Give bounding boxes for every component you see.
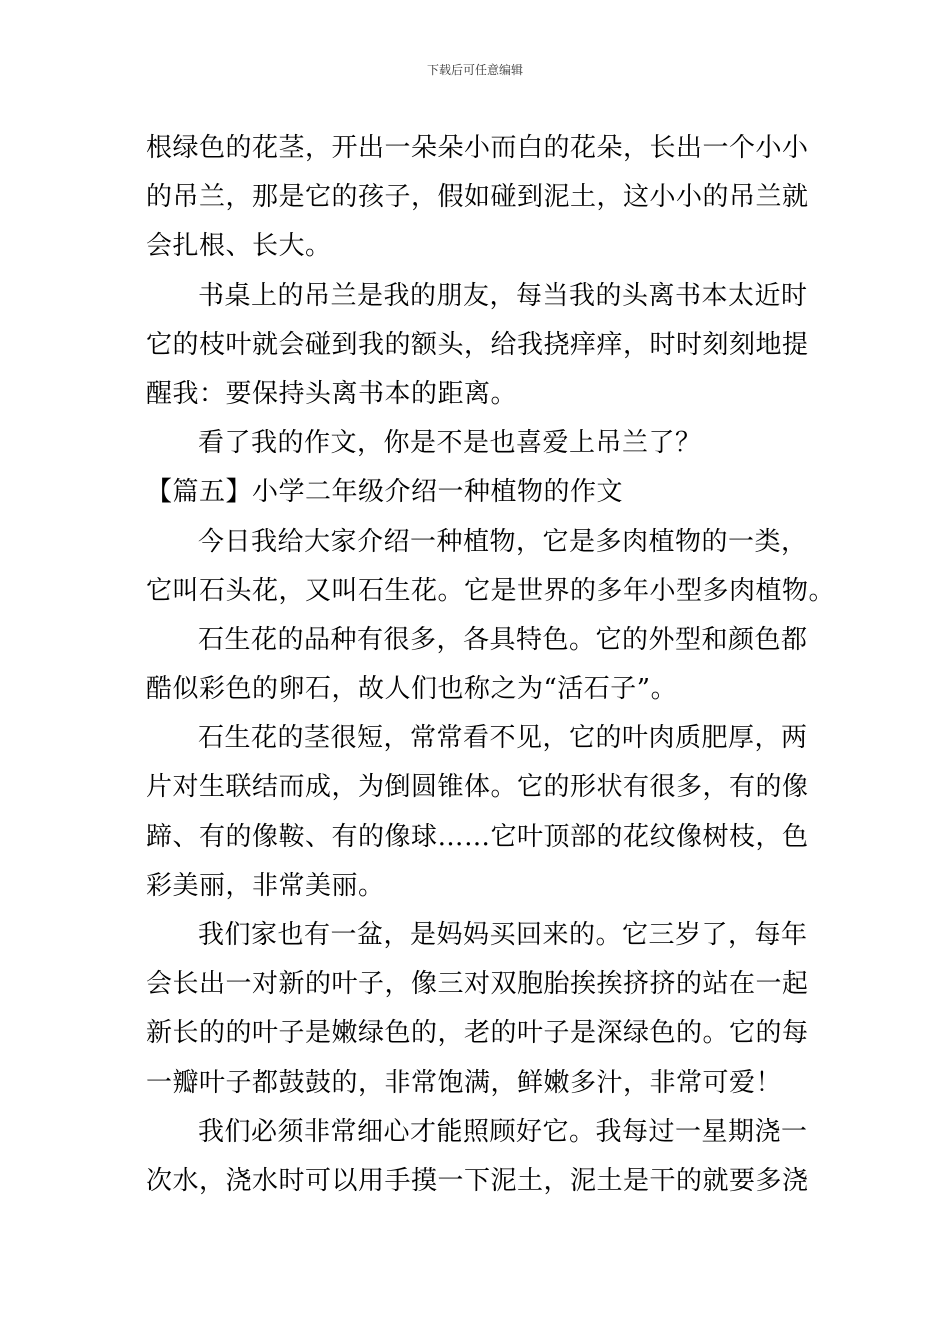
text-line: 今日我给大家介绍一种植物，它是多肉植物的一类， bbox=[198, 526, 808, 557]
text-line: 彩美丽，非常美丽。 bbox=[146, 870, 385, 901]
section-heading: 【篇五】小学二年级介绍一种植物的作文 bbox=[146, 477, 624, 508]
text-line: 我们必须非常细心才能照顾好它。我每过一星期浇一 bbox=[198, 1116, 808, 1147]
text-line: 会扎根、长大。 bbox=[146, 231, 332, 262]
text-line: 它叫石头花，又叫石生花。它是世界的多年小型多肉植物。 bbox=[146, 575, 836, 606]
text-line: 酷似彩色的卵石，故人们也称之为“活石子”。 bbox=[146, 674, 678, 705]
text-line: 次水，浇水时可以用手摸一下泥土，泥土是干的就要多浇 bbox=[146, 1165, 809, 1196]
text-line: 根绿色的花茎，开出一朵朵小而白的花朵，长出一个小小 bbox=[146, 133, 809, 163]
text-line: 新长的的叶子是嫩绿色的，老的叶子是深绿色的。它的每 bbox=[146, 1018, 809, 1049]
text-line: 的吊兰，那是它的孩子，假如碰到泥土，这小小的吊兰就 bbox=[146, 182, 809, 213]
text-line: 它的枝叶就会碰到我的额头，给我挠痒痒，时时刻刻地提 bbox=[146, 329, 809, 360]
text-line: 看了我的作文，你是不是也喜爱上吊兰了？ bbox=[198, 428, 702, 459]
text-line: 会长出一对新的叶子，像三对双胞胎挨挨挤挤的站在一起 bbox=[146, 969, 809, 1000]
text-line: 醒我：要保持头离书本的距离。 bbox=[146, 378, 518, 409]
text-line: 一瓣叶子都鼓鼓的，非常饱满，鲜嫩多汁，非常可爱！ bbox=[146, 1067, 783, 1098]
text-line: 蹄、有的像鞍、有的像球……它叶顶部的花纹像树枝，色 bbox=[146, 821, 809, 852]
text-line: 片对生联结而成，为倒圆锥体。它的形状有很多，有的像 bbox=[146, 772, 809, 803]
page-header: 下载后可任意编辑 bbox=[426, 63, 523, 77]
text-line: 石生花的茎很短，常常看不见，它的叶肉质肥厚，两 bbox=[198, 723, 808, 754]
document-body bbox=[146, 124, 836, 1206]
text-line: 书桌上的吊兰是我的朋友，每当我的头离书本太近时 bbox=[198, 280, 808, 311]
text-line: 石生花的品种有很多，各具特色。它的外型和颜色都 bbox=[198, 624, 808, 655]
text-line: 我们家也有一盆，是妈妈买回来的。它三岁了，每年 bbox=[198, 920, 808, 950]
